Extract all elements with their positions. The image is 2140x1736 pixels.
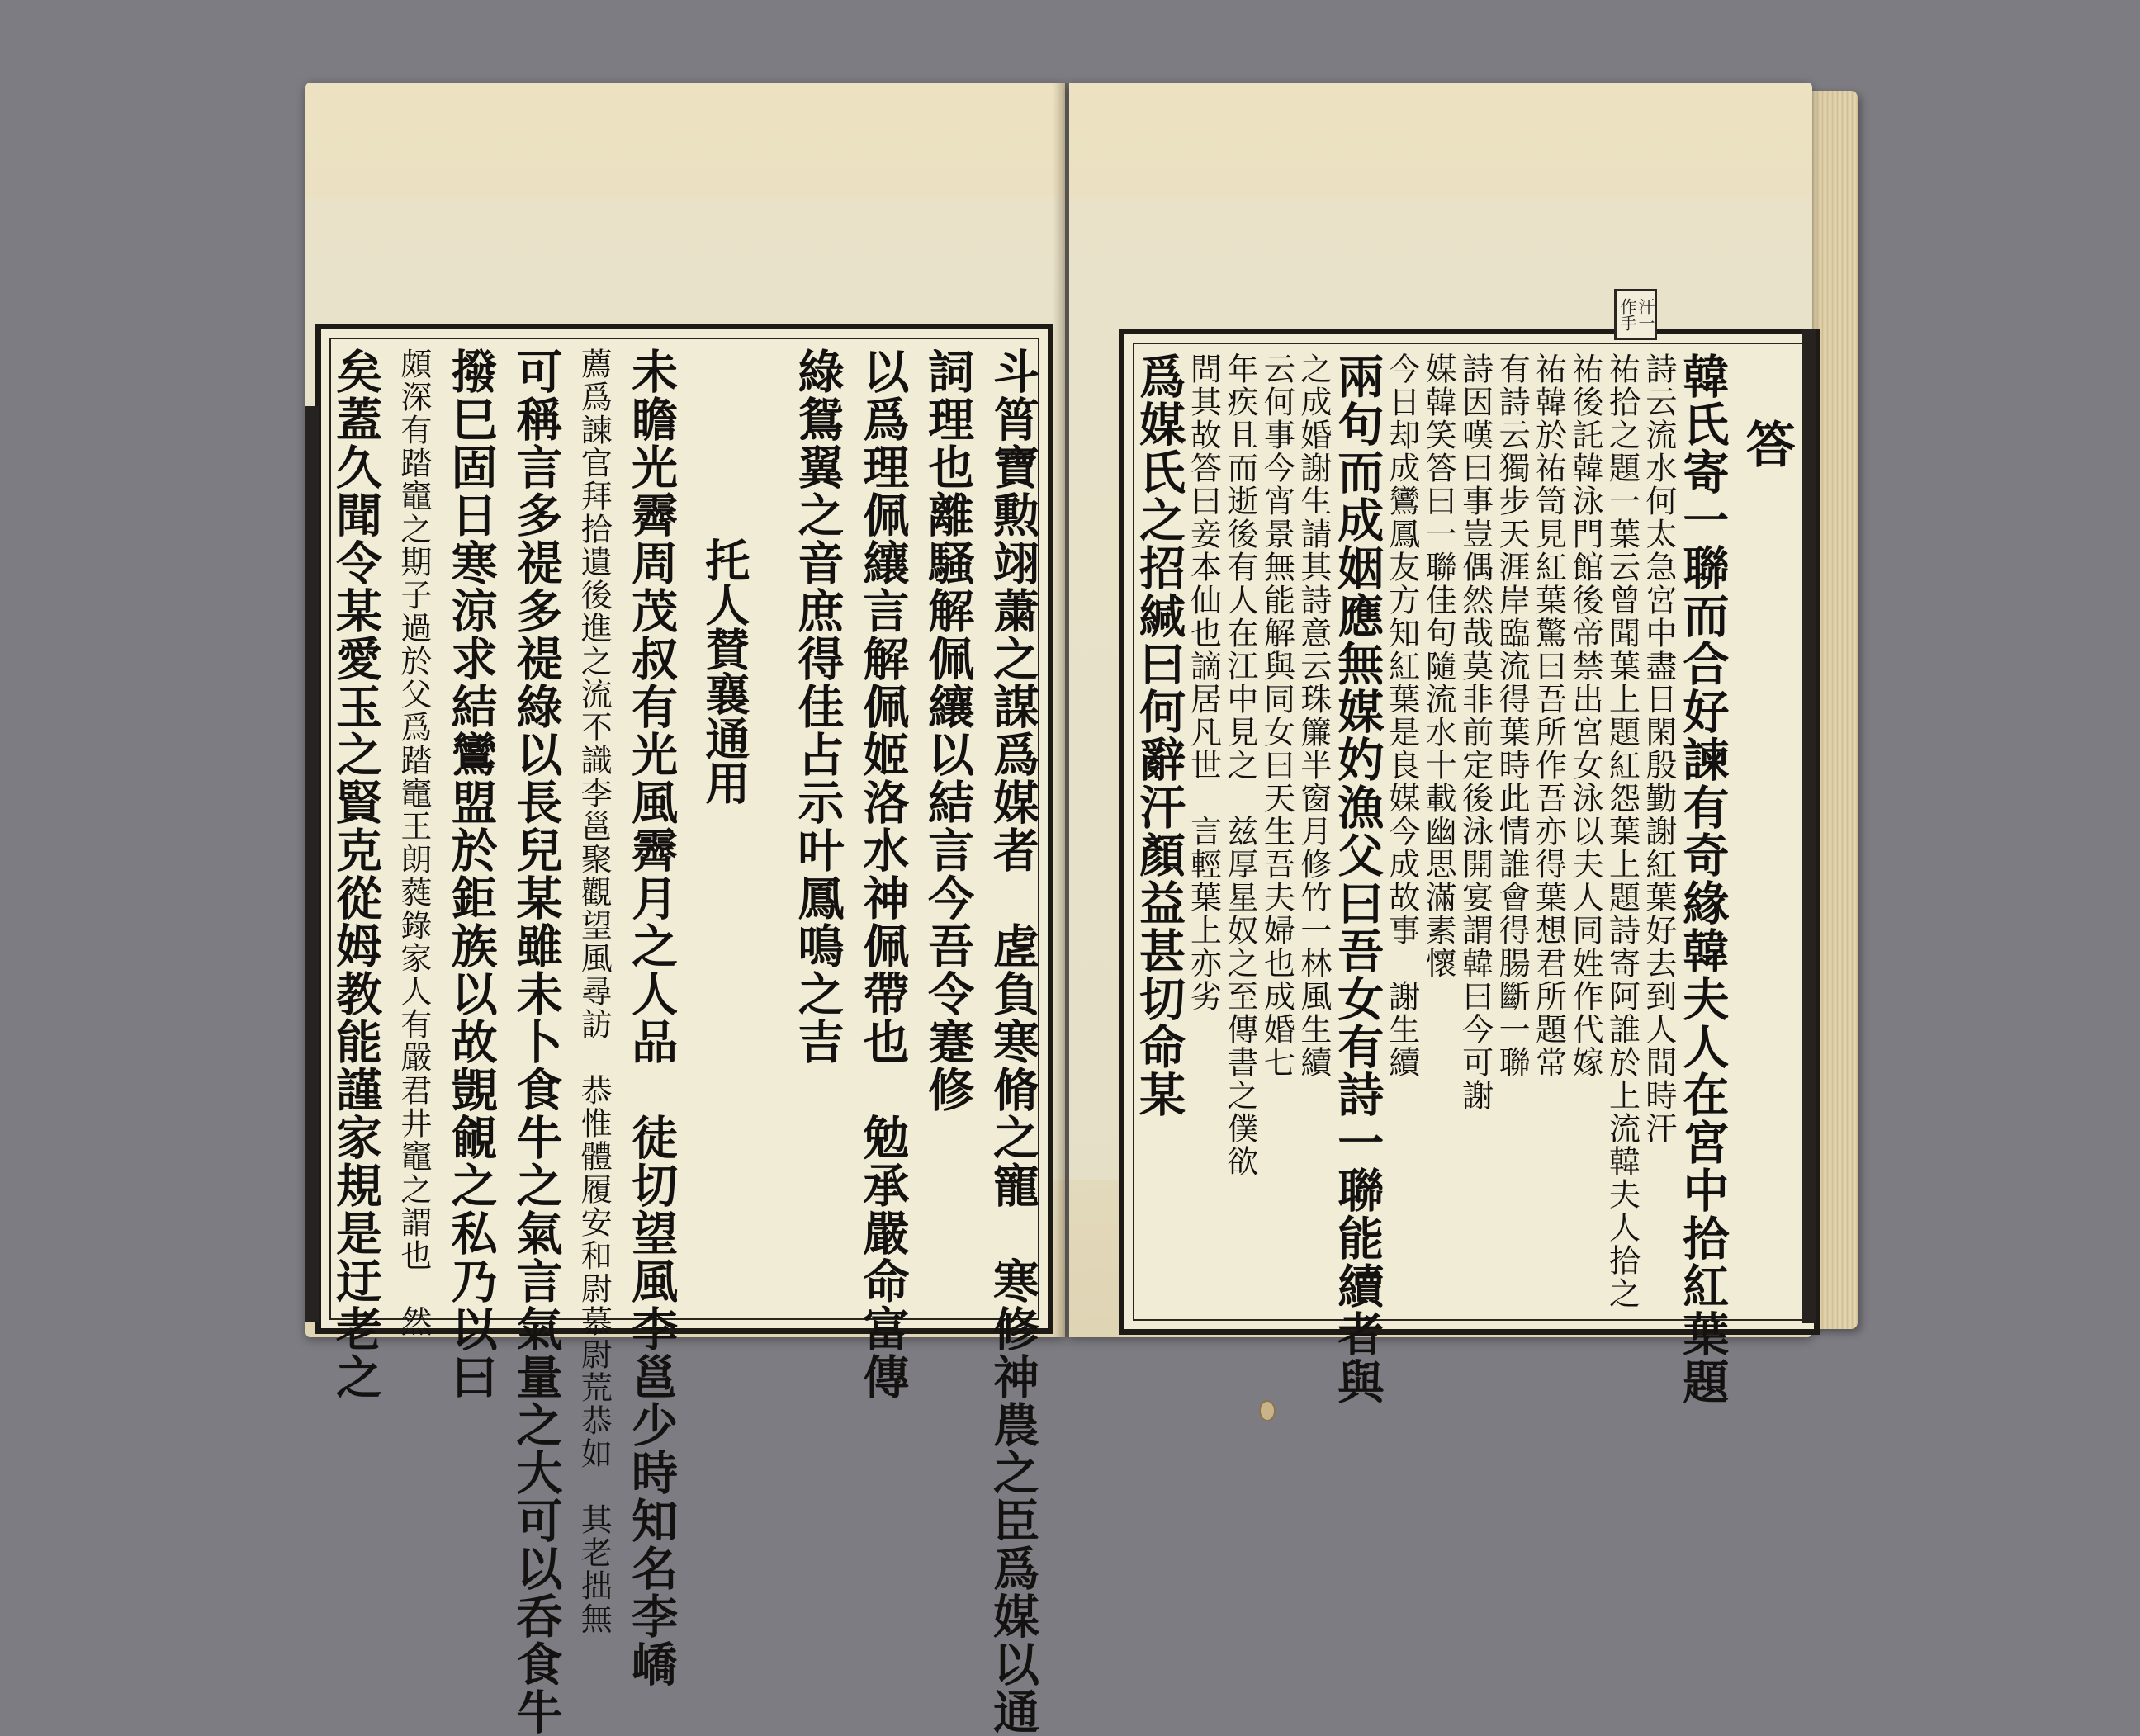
section-heading: 托人賛襄通用 [698, 537, 751, 805]
right-columns [1132, 352, 1802, 1406]
text-column: 詞理也離騒解佩纕以結言今吾令蹇修 [921, 348, 976, 1114]
text-column: 綠鴛翼之音庶得佳占示叶鳳鳴之吉 [790, 348, 845, 1066]
text-column: 云何事今宵景無能解與同女曰天生吾夫婦也成婚七 [1258, 352, 1295, 1079]
text-column: 祐韓於祐笥見紅葉驚曰吾所作吾亦得葉想君所題常 [1530, 352, 1567, 1079]
annotation-box: 汗一作手 [1614, 289, 1657, 340]
binding-thread [1259, 1400, 1276, 1421]
text-column: 之成婚謝生請其詩意云珠簾半窗月修竹一林風生續 [1295, 352, 1332, 1079]
text-column: 今日却成鸞鳳友方知紅葉是良媒今成故事 謝生續 [1383, 352, 1420, 1079]
text-column: 頗深有踏竈之期子過於父爲踏竈王朗蕤錄家人有嚴君井竈之謂也 然 [395, 348, 432, 1338]
text-column: 斗筲寶勲翊䔥之謀爲媒者 虗負寒脩之寵 寒修神農之臣爲媒以通 [985, 348, 1040, 1736]
text-column: 年疾且而逝後有人在江中見之 兹厚星奴之至傳書之僕欲 [1221, 352, 1258, 1178]
text-column: 詩因嘆曰事豈偶然哉莫非前定後泳開宴謂韓曰今可謝 [1456, 352, 1494, 1112]
text-column: 矣蓋久聞令某愛玉之賢克從姆教能謹家規是迂老之 [329, 348, 383, 1401]
text-column: 韓氏寄一聯而合好諫有奇緣韓夫人在宮中拾紅葉題 [1675, 352, 1730, 1406]
text-column: 爲媒氏之招緘曰何辭汗顏益甚切命某 [1132, 352, 1186, 1119]
text-column: 可稱言多禔多禔綠以長兒某雖未卜食牛之氣言氣量之大可以呑食牛 [509, 348, 564, 1736]
section-heading: 答 [1737, 419, 1796, 468]
text-column: 有詩云獨步天涯岸臨流得葉時此情誰會得腸斷一聯 [1494, 352, 1531, 1079]
margin-block [305, 406, 319, 1322]
text-column: 祐後託韓泳門館後帝禁出宮女泳以夫人同姓作代嫁 [1566, 352, 1603, 1079]
text-column: 撥巳固日寒涼求結鸞盟於鉅族以故覬覦之私乃以曰 [443, 348, 499, 1401]
text-column: 以爲理佩纕言解佩姬洛水神佩帶也 勉承嚴命富傳 [855, 348, 911, 1401]
left-text-frame [315, 324, 1053, 1736]
text-column: 詩云流水何太急宮中盡日閑殷勤謝紅葉好去到人間時汗 [1640, 352, 1677, 1145]
open-book [305, 83, 1849, 1736]
text-column: 兩句而成姻應無媒妁漁父曰吾女有詩一聯能續者與 [1330, 352, 1385, 1406]
text-column: 媒韓笑答曰一聯佳句隨流水十載幽思滿素懷 [1420, 352, 1457, 980]
right-page [1069, 83, 1812, 1406]
text-column: 問其故答曰妾本仙也謫居凡世 言輕葉上亦劣 [1185, 352, 1222, 1013]
text-column: 薦爲諫官拜拾遺後進之流不識李邕聚觀望風尋訪 恭惟體履安和尉慕尉荒恭如 其老拙無 [575, 348, 613, 1635]
right-text-frame [1119, 329, 1820, 1406]
text-column: 祐拾之題一葉云曾聞葉上題紅怨葉上題詩寄阿誰於上流韓夫人拾之 [1603, 352, 1641, 1310]
left-columns [329, 348, 1040, 1736]
text-column: 未瞻光霽周茂叔有光風霽月之人品 徒切望風李邕少時知名李嶠 [624, 348, 679, 1688]
margin-block [1802, 329, 1816, 1323]
left-page [305, 83, 1065, 1736]
